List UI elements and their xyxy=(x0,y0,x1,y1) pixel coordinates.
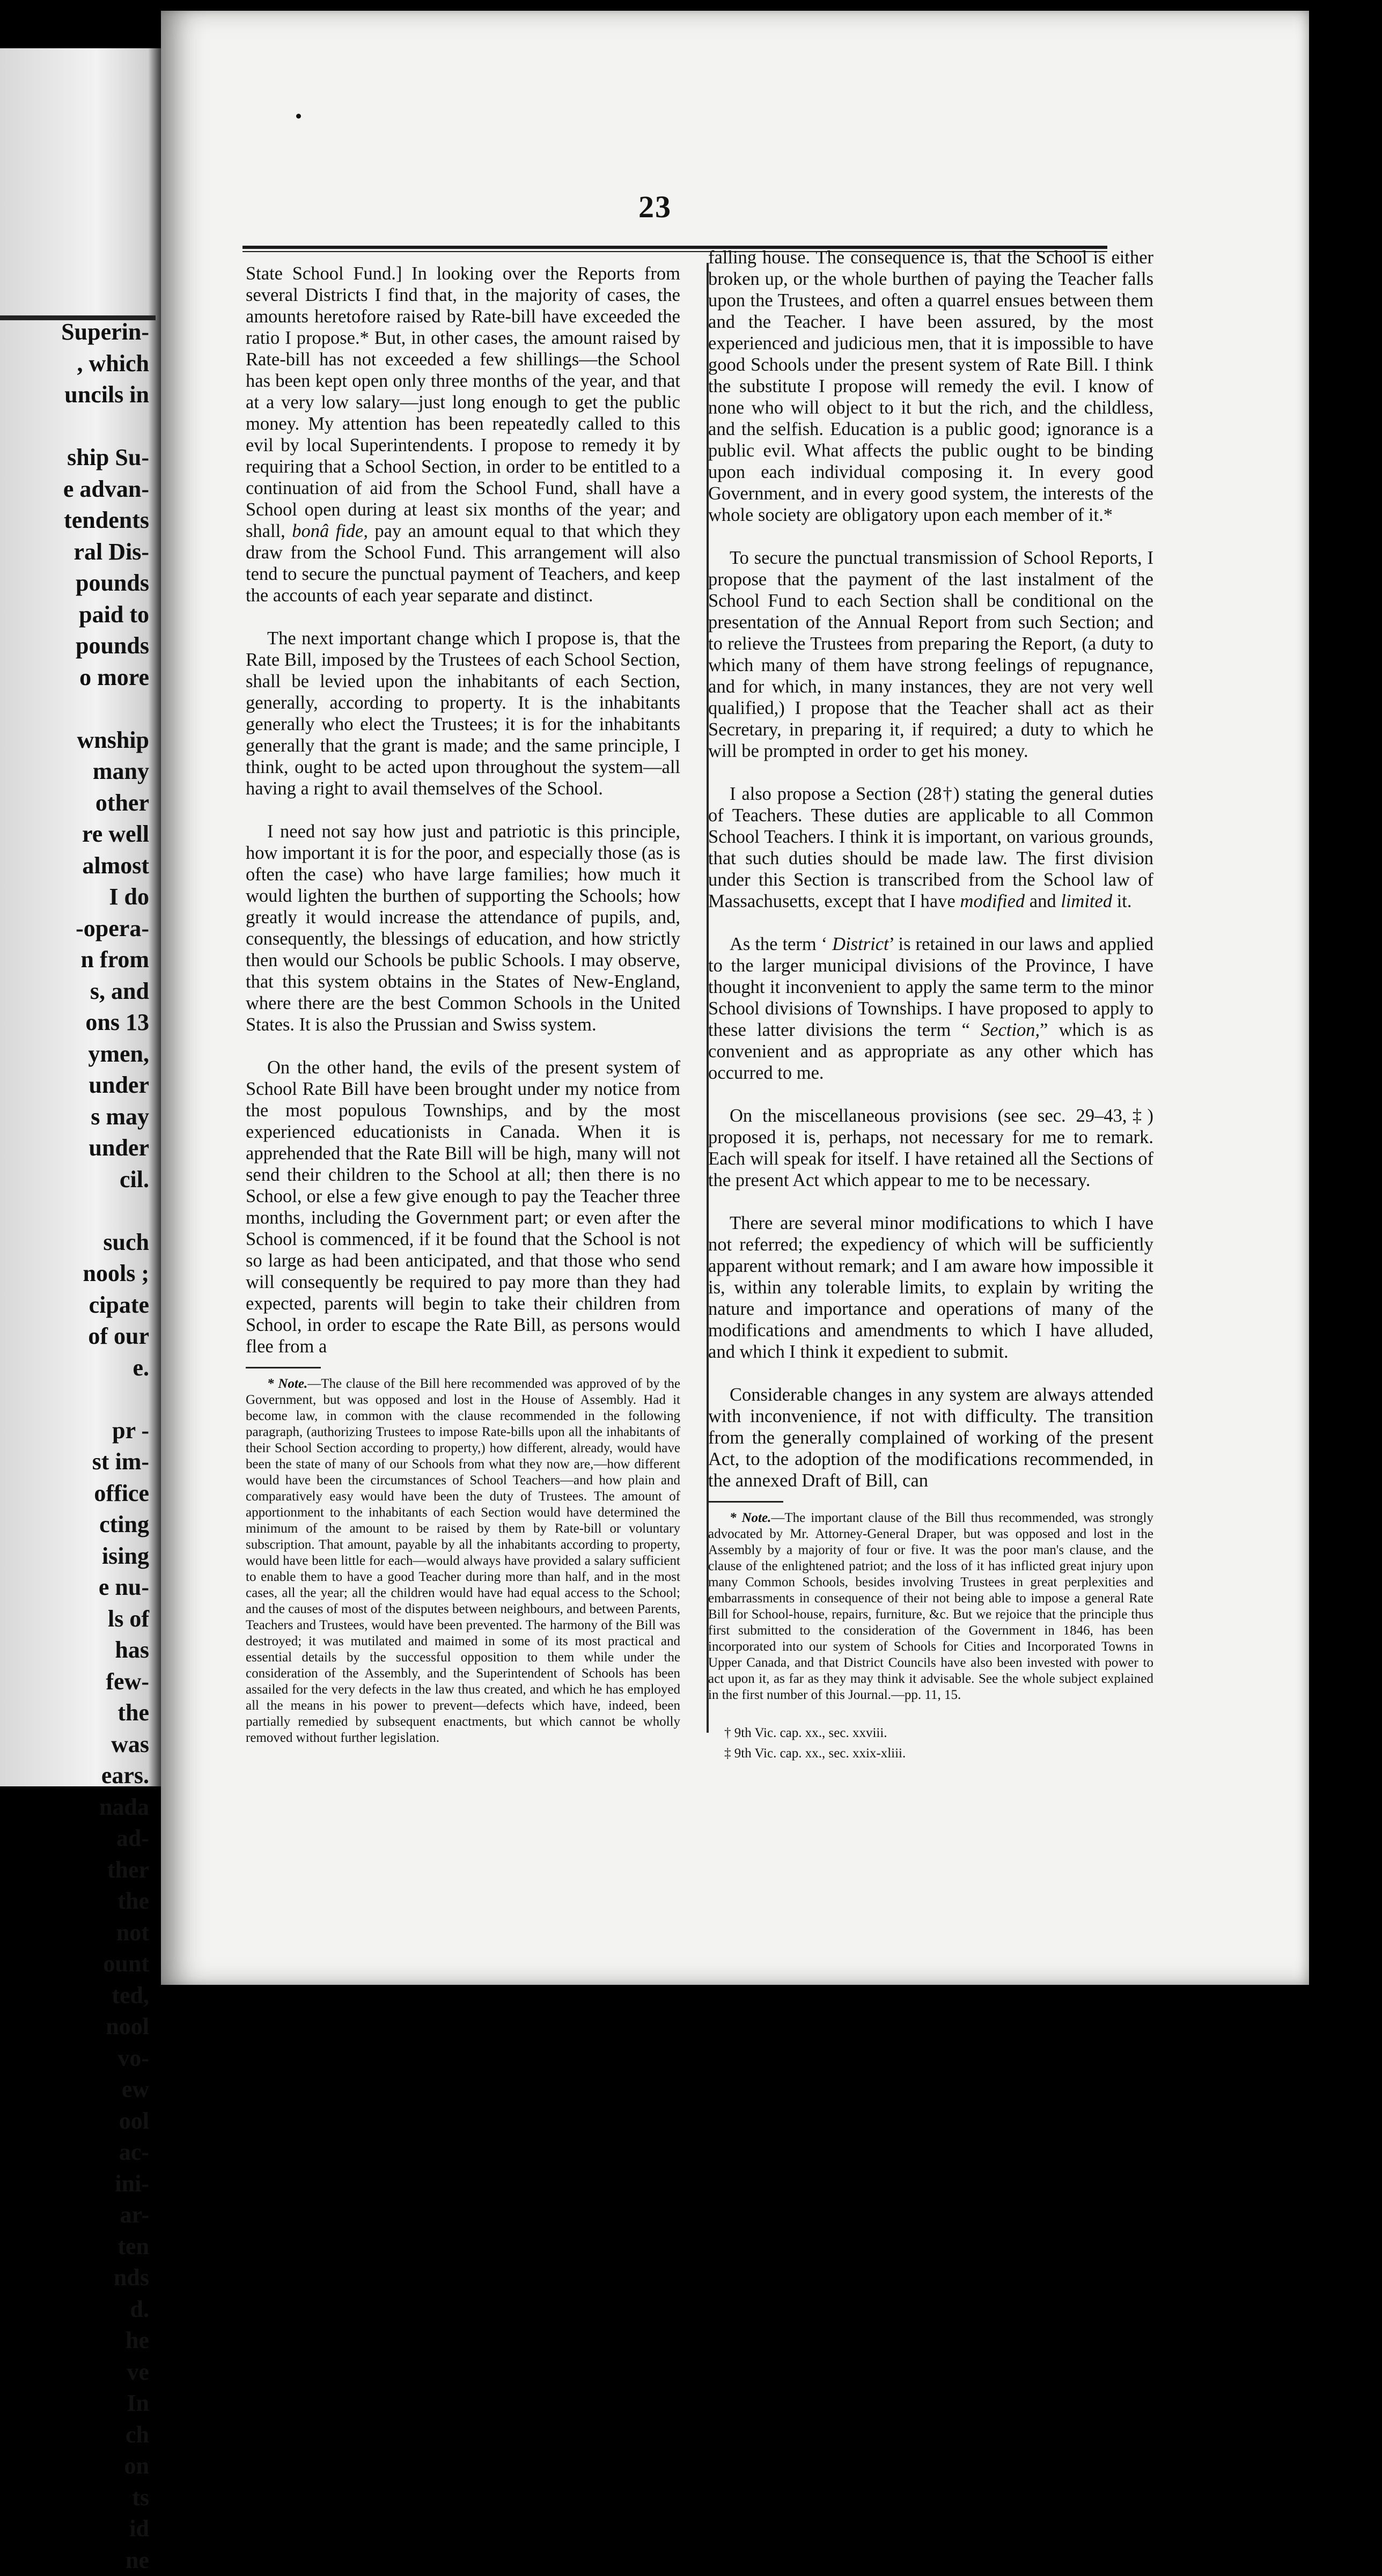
facing-page-line: not xyxy=(10,1917,149,1949)
italic-word: District xyxy=(832,934,888,954)
footnote-label: * Note. xyxy=(267,1377,307,1391)
facing-page-line: s, and xyxy=(10,976,149,1007)
facing-page-line: -opera- xyxy=(10,913,149,945)
facing-page-line xyxy=(10,693,149,725)
facing-page-line: he xyxy=(10,2325,149,2357)
facing-page-line: on xyxy=(10,2450,149,2482)
paragraph-text: As the term ‘ xyxy=(730,934,832,954)
facing-page-line: ymen, xyxy=(10,1039,149,1070)
facing-page-line: such xyxy=(10,1227,149,1258)
facing-page-line: ne xyxy=(10,2545,149,2576)
facing-page-line: ar- xyxy=(10,2199,149,2231)
page-number: 23 xyxy=(638,189,672,225)
scan-right-border xyxy=(1309,0,1382,2034)
left-column xyxy=(246,263,680,1768)
paragraph-text: and xyxy=(1025,891,1061,911)
facing-page-line: ising xyxy=(10,1541,149,1572)
italic-phrase: bonâ fide, xyxy=(292,521,368,541)
facing-page-line: ted, xyxy=(10,1980,149,2012)
facing-page-line: e nu- xyxy=(10,1572,149,1603)
facing-page-line: ship Su- xyxy=(10,442,149,474)
facing-page-line: e. xyxy=(10,1352,149,1384)
facing-page-line: n from xyxy=(10,944,149,976)
facing-page-line: vo- xyxy=(10,2043,149,2074)
facing-page-line: ls of xyxy=(10,1603,149,1635)
facing-page-line: office xyxy=(10,1478,149,1510)
paragraph xyxy=(246,263,680,606)
facing-page-line: almost xyxy=(10,850,149,882)
facing-page-line: pr - xyxy=(10,1415,149,1447)
right-column xyxy=(708,247,1153,1762)
facing-page-line: cipate xyxy=(10,1290,149,1321)
facing-page-line: ral Dis- xyxy=(10,536,149,568)
section-reference-note: † 9th Vic. cap. xx., sec. xxviii. xyxy=(724,1725,1153,1742)
paragraph-text: ’ is retained in our laws and applied to the larger municipal divisions of the Province, I have thought it inconvenient to apply the same term to the minor School divisions of Townships. I have proposed to apply to these latter divisions the term “ xyxy=(708,934,1153,1040)
facing-page-line: has xyxy=(10,1635,149,1666)
paragraph-text: State School Fund.] In looking over the Reports from several Districts I find that, in the majority of cases, the amounts heretofore raised by Rate-bill have exceeded the ratio I propose.* But, in other cases, the amount raised by Rate-bill has not exceeded a few shillings—the School has been kept open only three months of the year, and that at a very low salary—just long enough to get the public money. My attention has been repeatedly called to this evil by local Superintendents. I propose to remedy it by requiring that a School Section, in order to be entitled to a continuation of aid from the School Fund, shall have a School open during at least six months of the year; and shall, xyxy=(246,263,680,541)
facing-page-line: ther xyxy=(10,1854,149,1886)
facing-page-line: ool xyxy=(10,2106,149,2137)
footnote-rule xyxy=(246,1367,321,1368)
facing-page-line: re well xyxy=(10,819,149,850)
facing-page-line: , which xyxy=(10,348,149,380)
facing-page-line: nool xyxy=(10,2011,149,2043)
facing-page-line: ons 13 xyxy=(10,1007,149,1039)
facing-page-line: ew xyxy=(10,2074,149,2106)
facing-page-line: cting xyxy=(10,1509,149,1541)
facing-page-line: wnship xyxy=(10,725,149,756)
paragraph-text: it. xyxy=(1112,891,1131,911)
footnote xyxy=(246,1376,680,1746)
facing-page-line: nools ; xyxy=(10,1258,149,1290)
footnote-label: * Note. xyxy=(730,1511,771,1525)
paragraph: To secure the punctual transmission of School Reports, I propose that the payment of the last instalment of the School Fund to each Section shall be conditional on the presentation of the Annual Report from such Section; and to relieve the Trustees from preparing the Report, (a duty to which many of them have strong feelings of repugnance, and for which, in many instances, they are not very well qualified,) I propose that the Teacher shall act as their Secretary, in preparing it, if required; a duty to which he will be prompted in order to get his money. xyxy=(708,547,1153,762)
paragraph xyxy=(708,783,1153,912)
facing-page-line: the xyxy=(10,1697,149,1729)
footnote-rule xyxy=(708,1501,783,1503)
facing-page-line: id xyxy=(10,2513,149,2545)
paragraph: falling house. The consequence is, that the School is either broken up, or the whole burthen of paying the Teacher falls upon the Trustees, and often a quarrel ensues between them and the Teacher. I have been assured, by the most experienced and judicious men, that it is impossible to have good Schools under the present system of Rate Bill. I think the substitute I propose will remedy the evil. I know of none who will object to it but the rich, and the childless, and the selfish. Education is a public good; ignorance is a public evil. What affects the public ought to be binding upon each individual composing it. In every good Government, and in every good system, the interests of the whole society are obligatory upon each member of it.* xyxy=(708,247,1153,526)
paragraph xyxy=(708,933,1153,1084)
paragraph-text: ” which is as convenient and as appropriate as any other which has occurred to me. xyxy=(708,1020,1153,1083)
facing-page-line: In xyxy=(10,2388,149,2419)
facing-page-line: ts xyxy=(10,2482,149,2514)
facing-page-text-fragments xyxy=(10,317,149,2576)
facing-page-line: tendents xyxy=(10,505,149,536)
facing-page-edge xyxy=(0,48,161,1786)
facing-page-line: e advan- xyxy=(10,474,149,505)
facing-page-line xyxy=(10,411,149,443)
footnote-text: —The clause of the Bill here recommended was approved of by the Government, but was opposed and lost in the House of Assembly. Had it become law, in common with the clause recommended in the following paragraph, (authorizing Trustees to impose Rate-bills upon all the inhabitants of their School Section according to property,) how different, already, would have been the state of many of our Schools from what they now are,—how different would have been the circumstances of School Teachers—and how plain and comparatively easy would have been the duty of Trustees. The amount of apportionment to the inhabitants of each Section would have determined the minimum of the amount to be raised by them by Rate-bill or voluntary subscription. That amount, payable by all the inhabitants according to property, would have been little for each—would always have provided a salary sufficient to enable them to have a good Teacher during more than half, and in the most cases, all the year; all the children would have had equal access to the School; and the causes of most of the disputes between neighbours, and between Parents, Teachers and Trustees, would have been prevented. The harmony of the Bill was destroyed; it was mutilated and maimed in some of its most practical and essential details by the successful opposition to them while under the consideration of the Assembly, and the Superintendent of Schools has been assailed for the very defects in the law thus created, and which he has employed all the means in his power to prevent—defects which have, indeed, been partially remedied by subsequent enactments, but which cannot be wholly removed without further legislation. xyxy=(246,1377,680,1745)
footnote-text: —The important clause of the Bill thus recommended, was strongly advocated by Mr. Attorney-General Draper, but was opposed and lost in the Assembly by a majority of four or five. It was the poor man's clause, and the clause of the enlightened patriot; and the loss of it has inflicted great injury upon many Common Schools, besides involving Trustees in great perplexities and embarrassments in consequence of their not being able to impose a general Rate Bill for School-house, repairs, furniture, &c. But we rejoice that the principle thus first submitted to the consideration of the Government in 1846, has been incorporated into our system of Schools for Cities and Incorporated Towns in Upper Canada, and that District Councils have also been invested with power to act upon it, as far as they may think it advisable. See the whole subject explained in the first number of this Journal.—pp. 11, 15. xyxy=(708,1511,1153,1702)
facing-page-line: ears. xyxy=(10,1760,149,1792)
paragraph: On the miscellaneous provisions (see sec. 29–43,‡) proposed it is, perhaps, not necessary for me to remark. Each will speak for itself. I have retained all the Sections of the present Act which appear to me to be necessary. xyxy=(708,1105,1153,1191)
facing-page-line: of our xyxy=(10,1321,149,1352)
facing-page-line: under xyxy=(10,1132,149,1164)
facing-page-line: ve xyxy=(10,2357,149,2388)
facing-page-line: uncils in xyxy=(10,379,149,411)
paragraph-text: pay an amount equal to that which they draw from the School Fund. This arrangement will also tend to secure the punctual payment of Teachers, and keep the accounts of each year separate and distinct. xyxy=(246,521,680,606)
ink-speck xyxy=(296,114,301,119)
facing-page-line: st im- xyxy=(10,1446,149,1478)
paragraph: The next important change which I propose is, that the Rate Bill, imposed by the Trustees of each School Section, shall be levied upon the inhabitants of each Section, generally, according to property. It is the inhabitants generally who elect the Trustees; it is for the inhabitants generally that the grant is made; and the same principle, I think, ought to be acted upon throughout the system—all having a right to avail themselves of the School. xyxy=(246,628,680,799)
facing-page-line: the xyxy=(10,1886,149,1917)
facing-page-line: Superin- xyxy=(10,317,149,348)
facing-page-line: ount xyxy=(10,1948,149,1980)
facing-page-line: ten xyxy=(10,2231,149,2263)
facing-page-line xyxy=(10,1195,149,1227)
italic-word: Section, xyxy=(981,1020,1040,1040)
facing-page-line: under xyxy=(10,1070,149,1101)
facing-page-line: d. xyxy=(10,2294,149,2325)
facing-page-line: pounds xyxy=(10,630,149,662)
facing-page-line: pounds xyxy=(10,568,149,599)
facing-page-line: ad- xyxy=(10,1823,149,1854)
facing-page-line: ch xyxy=(10,2419,149,2451)
footnote xyxy=(708,1510,1153,1703)
italic-word: modified xyxy=(960,891,1025,911)
facing-page-line xyxy=(10,1383,149,1415)
paragraph: I need not say how just and patriotic is this principle, how important it is for the poor, and especially those (as is often the case) who have large families; how much it would lighten the burthen of supporting the Schools; how greatly it would increase the attendance of pupils, and, consequently, the blessings of education, and how strictly then would our Schools be public Schools. I may observe, that this system obtains in the States of New-England, where there are the best Common Schools in the United States. It is also the Prussian and Swiss system. xyxy=(246,821,680,1035)
paragraph: On the other hand, the evils of the present system of School Rate Bill have been brought under my notice from the most populous Townships, and by the most experienced educationists in Canada. When it is apprehended that the Rate Bill will be high, many will not send their children to the School at all; then there is no School, or else a few give enough to pay the Teacher three months, including the Government part; or even after the School is commenced, if it be found that the School is not so large as had been anticipated, and that those who send will consequently be required to pay more than they had expected, parents will begin to take their children from School, in order to escape the Rate Bill, as persons would flee from a xyxy=(246,1057,680,1357)
paragraph: Considerable changes in any system are always attended with inconvenience, if not with difficulty. The transition from the generally complained of working of the present Act, to the adoption of the modifications recommended, in the annexed Draft of Bill, can xyxy=(708,1384,1153,1491)
facing-page-line: nada xyxy=(10,1792,149,1823)
italic-word: limited xyxy=(1061,891,1112,911)
paragraph-text: I also propose a Section (28†) stating the general duties of Teachers. These duties are applicable to all Common School Teachers. I think it is important, on various grounds, that such duties should be made law. The first division under this Section is transcribed from the School law of Massachusetts, except that I have xyxy=(708,784,1153,911)
paragraph: There are several minor modifications to which I have not referred; the expediency of which will be sufficiently apparent without remark; and I am aware how impossible it is, within any tolerable limits, to explain by writing the nature and importance and operations of many of the modifications and amendments to which I have alluded, and which I think it expedient to submit. xyxy=(708,1212,1153,1363)
facing-page-line: was xyxy=(10,1729,149,1761)
facing-page-line: s may xyxy=(10,1101,149,1133)
facing-page-line: o more xyxy=(10,662,149,694)
facing-page-line: ini- xyxy=(10,2168,149,2200)
facing-page-line: paid to xyxy=(10,599,149,631)
section-reference-note: ‡ 9th Vic. cap. xx., sec. xxix-xliii. xyxy=(724,1745,1153,1762)
facing-page-line: ac- xyxy=(10,2137,149,2168)
facing-page-line: other xyxy=(10,787,149,819)
facing-page-line: many xyxy=(10,756,149,787)
facing-page-line: I do xyxy=(10,881,149,913)
facing-page-line: nds xyxy=(10,2262,149,2294)
facing-page-line: cil. xyxy=(10,1164,149,1196)
facing-page-line: few- xyxy=(10,1666,149,1698)
